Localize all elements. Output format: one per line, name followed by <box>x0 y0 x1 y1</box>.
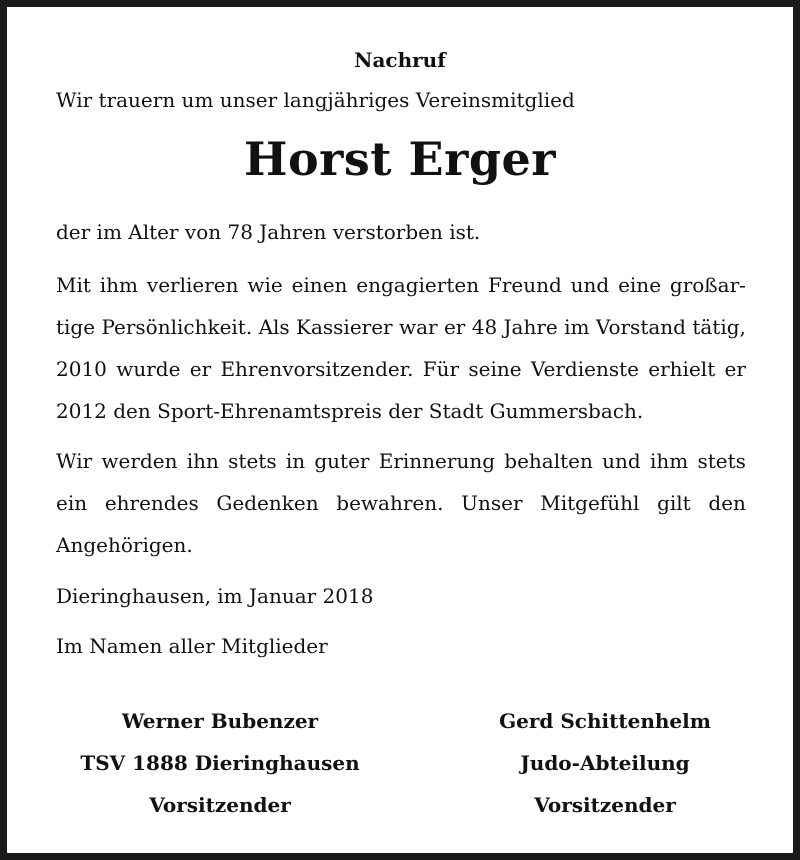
word: engagierten <box>356 273 480 297</box>
word: Persönlichkeit. <box>101 315 253 339</box>
paragraph-remembrance <box>56 440 746 566</box>
word: Erinnerung <box>378 449 496 473</box>
paragraph-line <box>56 440 746 482</box>
paragraph-line <box>56 348 746 390</box>
word: ein <box>56 491 88 515</box>
notice-heading: Nachruf <box>354 48 446 72</box>
word: werden <box>101 449 178 473</box>
word: einen <box>291 273 348 297</box>
word: im <box>564 315 590 339</box>
word: wie <box>247 273 283 297</box>
word: Gedenken <box>216 491 319 515</box>
word: 48 <box>471 315 498 339</box>
paragraph-line: 2012 den Sport-Ehrenamtspreis der Stadt Gummersbach. <box>56 399 644 423</box>
word: guter <box>314 449 370 473</box>
word: Wir <box>56 449 93 473</box>
word: tige <box>56 315 96 339</box>
word: behalten <box>504 449 593 473</box>
place-date: Dieringhausen, im Januar 2018 <box>56 584 374 608</box>
intro-line: Wir trauern um unser langjähriges Vereinsmitglied <box>56 88 575 112</box>
word: Kassierer <box>296 315 393 339</box>
word: war <box>398 315 438 339</box>
word: bewahren. <box>336 491 444 515</box>
word: Vorstand <box>595 315 686 339</box>
paragraph-line <box>56 264 746 306</box>
signatory-left <box>70 700 370 826</box>
signatory-organization: TSV 1888 Dieringhausen <box>80 751 360 775</box>
word: ihm <box>649 449 689 473</box>
signatory-role: Vorsitzender <box>149 793 291 817</box>
word: Für <box>422 357 460 381</box>
word: Verdienste <box>530 357 639 381</box>
word: tätig, <box>692 315 746 339</box>
word: Unser <box>461 491 523 515</box>
word: eine <box>618 273 662 297</box>
word: gilt <box>657 491 691 515</box>
age-line: der im Alter von 78 Jahren verstorben ist. <box>56 220 481 244</box>
word: in <box>285 449 306 473</box>
word: stets <box>697 449 746 473</box>
word: Jahre <box>503 315 558 339</box>
word: verlieren <box>146 273 239 297</box>
on-behalf-line: Im Namen aller Mitglieder <box>56 634 328 658</box>
word: erhielt <box>648 357 716 381</box>
signatory-name: Werner Bubenzer <box>121 709 319 733</box>
paragraph-line: Angehörigen. <box>56 533 193 557</box>
word: Freund <box>487 273 562 297</box>
word: Mit <box>56 273 91 297</box>
signatory-right <box>455 700 755 826</box>
word: Ehrenvorsitzender. <box>220 357 414 381</box>
deceased-name: Horst Erger <box>243 132 556 186</box>
paragraph-line <box>56 306 746 348</box>
word: den <box>708 491 746 515</box>
word: ihm <box>99 273 139 297</box>
word: er <box>189 357 212 381</box>
word: ehrendes <box>104 491 199 515</box>
word: großar- <box>669 273 746 297</box>
word: seine <box>468 357 522 381</box>
word: und <box>570 273 610 297</box>
word: wurde <box>116 357 181 381</box>
word: ihn <box>186 449 219 473</box>
word: Als <box>258 315 290 339</box>
signatory-organization: Judo-Abteilung <box>520 751 690 775</box>
signatory-name: Gerd Schittenhelm <box>499 709 711 733</box>
word: er <box>443 315 466 339</box>
paragraph-line <box>56 482 746 524</box>
word: er <box>724 357 746 381</box>
word: stets <box>228 449 277 473</box>
word: und <box>602 449 641 473</box>
paragraph-tribute <box>56 264 746 432</box>
signatory-role: Vorsitzender <box>534 793 676 817</box>
word: 2010 <box>56 357 107 381</box>
word: Mitgefühl <box>540 491 640 515</box>
